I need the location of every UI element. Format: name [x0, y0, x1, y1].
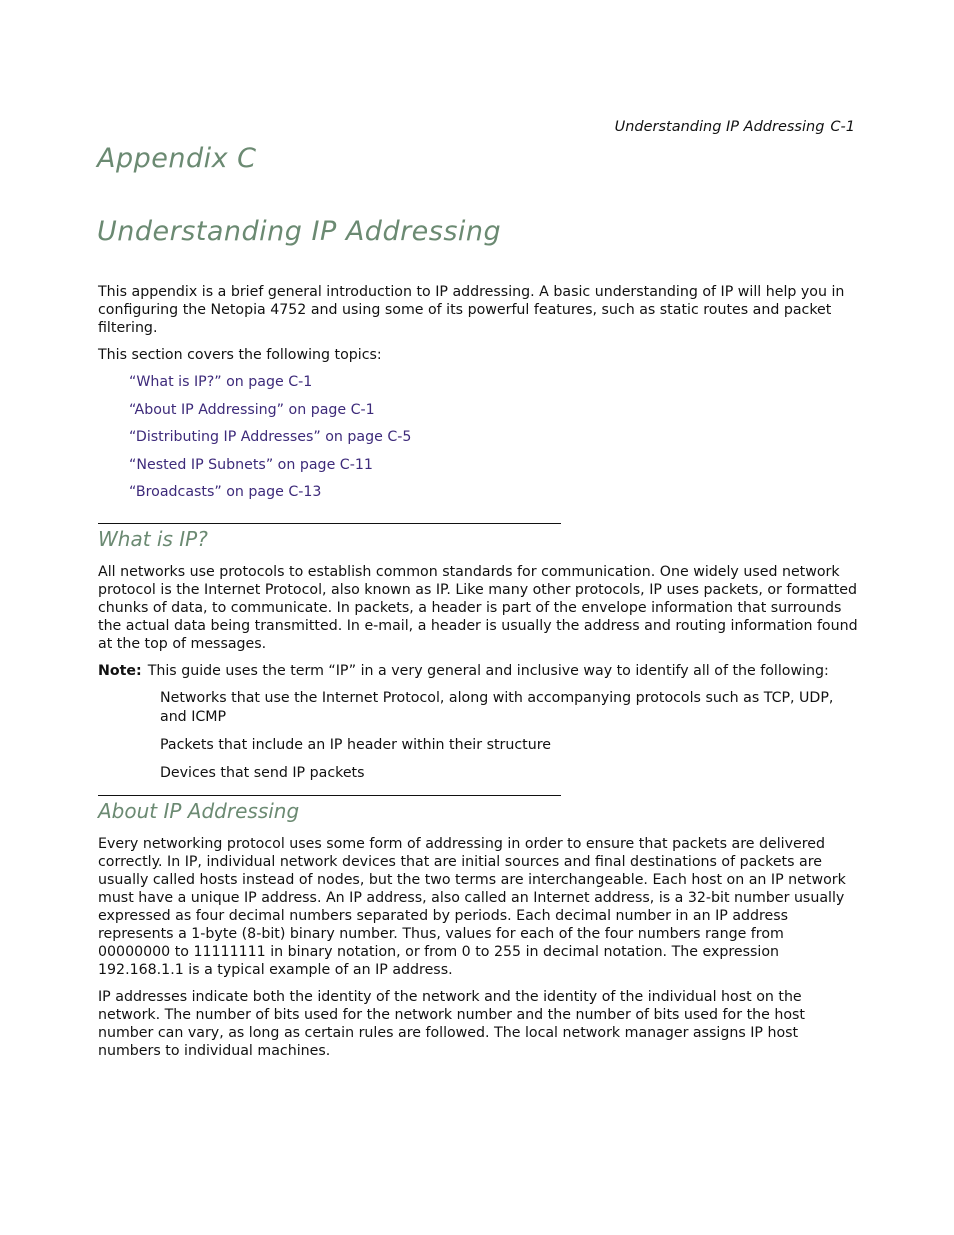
topic-link-what-is-ip[interactable] — [129, 373, 858, 401]
topic-link-text[interactable]: “Broadcasts” on page C-13 — [129, 484, 322, 500]
topic-link-distributing-ip-addresses[interactable] — [129, 428, 858, 456]
about-ip-paragraph-2: IP addresses indicate both the identity of the network and the identity of the individual host on the network. The number of bits used for the network number and the number of bits used for the host number can vary, as long as certain rules are followed. The local network manager assigns IP host numbers to individual machines. — [98, 988, 805, 1059]
section-heading-about-ip-addressing: About IP Addressing — [98, 798, 300, 823]
page-number: C-1 — [830, 119, 855, 135]
running-header-title: Understanding IP Addressing — [614, 119, 825, 135]
topic-link-about-ip-addressing[interactable] — [129, 401, 858, 429]
about-ip-paragraph-1: Every networking protocol uses some form of addressing in order to ensure that packets are delivered correctly. In IP, individual network devices that are initial sources and final destinations of packets are usually called hosts instead of nodes, but the two terms are interchangeable. Each host on an IP network must have a unique IP address. An IP address, also called an Internet address, is a 32-bit number usually expressed as four decimal numbers separated by periods. Each decimal number in an IP address represents a 1-byte (8-bit) binary number. Thus, values for each of the four numbers range from 00000000 to 11111111 in binary notation, or from 0 to 255 in decimal notation. The expression 192.168.1.1 is a typical example of an IP address. — [98, 835, 846, 978]
page-content — [98, 283, 858, 1069]
intro-paragraph: This appendix is a brief general introduction to IP addressing. A basic understanding of IP will help you in configuring the Netopia 4752 and using some of its powerful features, such as static routes and packet filtering. — [98, 284, 845, 336]
note-text: This guide uses the term “IP” in a very general and inclusive way to identify all of the following: — [147, 662, 829, 679]
topics-list — [129, 373, 858, 511]
appendix-label: Appendix C — [97, 143, 257, 174]
topic-link-text[interactable]: “What is IP?” on page C-1 — [129, 374, 313, 390]
what-is-ip-paragraph: All networks use protocols to establish common standards for communication. One widely used network protocol is the Internet Protocol, also known as IP. Like many other protocols, IP uses packets, or formatted chunks of data, to communicate. In packets, a header is part of the envelope information that surrounds the actual data being transmitted. In e-mail, a header is usually the address and routing information found at the top of messages. — [98, 563, 858, 652]
topic-link-nested-ip-subnets[interactable] — [129, 456, 858, 484]
topic-link-text[interactable]: “About IP Addressing” on page C-1 — [129, 401, 375, 418]
note — [98, 662, 858, 680]
topic-link-text[interactable]: “Nested IP Subnets” on page C-11 — [129, 456, 373, 473]
section-divider — [98, 795, 561, 796]
topics-lead: This section covers the following topics: — [98, 347, 382, 363]
note-label: Note: — [98, 662, 142, 679]
topic-link-text[interactable]: “Distributing IP Addresses” on page C-5 — [129, 429, 412, 445]
note-item: Packets that include an IP header within their structure — [160, 736, 551, 753]
note-item: Devices that send IP packets — [160, 764, 365, 781]
running-header — [615, 119, 855, 135]
section-about-ip-addressing — [98, 795, 858, 1060]
topic-link-broadcasts[interactable] — [129, 483, 858, 511]
section-heading-what-is-ip: What is IP? — [98, 526, 208, 551]
section-divider — [98, 523, 561, 524]
note-item: Networks that use the Internet Protocol, along with accompanying protocols such as TCP, UDP, and ICMP — [160, 689, 834, 725]
note-items-list — [160, 689, 858, 783]
chapter-title: Understanding IP Addressing — [97, 216, 502, 247]
section-what-is-ip — [98, 523, 858, 783]
